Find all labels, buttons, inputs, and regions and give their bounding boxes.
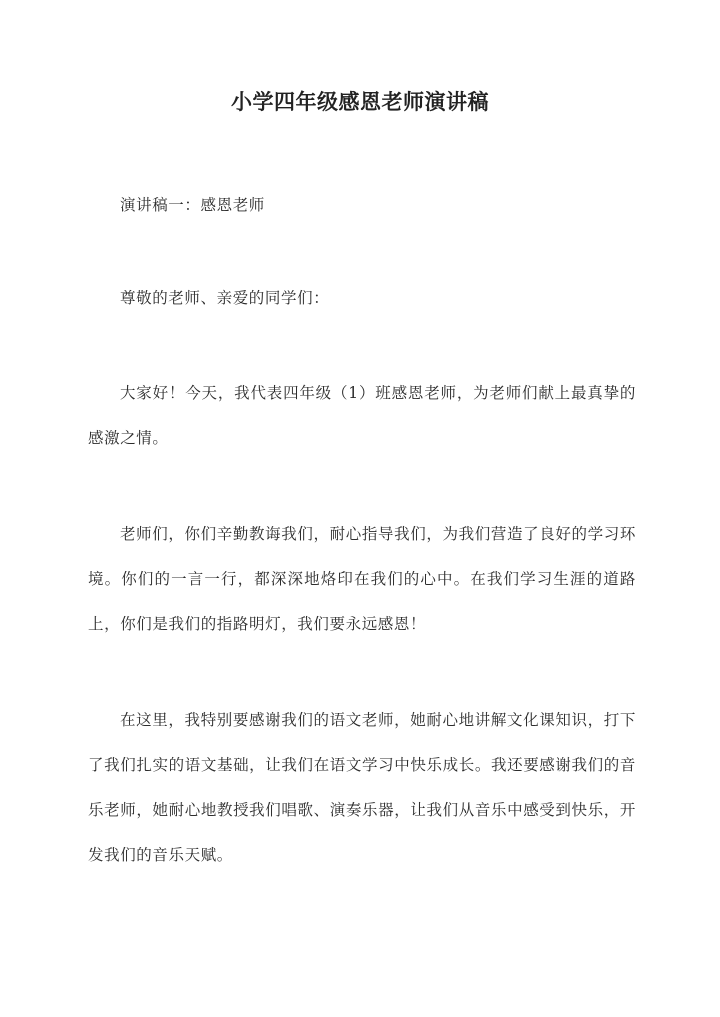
document-title: 小学四年级感恩老师演讲稿	[231, 89, 489, 114]
section-heading: 演讲稿一：感恩老师	[120, 196, 265, 214]
paragraph-1: 大家好！今天，我代表四年级（1）班感恩老师，为老师们献上最真挚的感激之情。	[88, 384, 636, 447]
paragraph-3: 在这里，我特别要感谢我们的语文老师，她耐心地讲解文化课知识，打下了我们扎实的语文基础，让我们在语文学习中快乐成长。我还要感谢我们的音乐老师，她耐心地教授我们唱歌、演奏乐器，让我们从音乐中感受到快乐，开发我们的音乐天赋。	[88, 711, 636, 864]
paragraph-2: 老师们，你们辛勤教诲我们，耐心指导我们，为我们营造了良好的学习环境。你们的一言一行，都深深地烙印在我们的心中。在我们学习生涯的道路上，你们是我们的指路明灯，我们要永远感恩！	[88, 525, 636, 633]
greeting-line: 尊敬的老师、亲爱的同学们：	[120, 289, 330, 307]
